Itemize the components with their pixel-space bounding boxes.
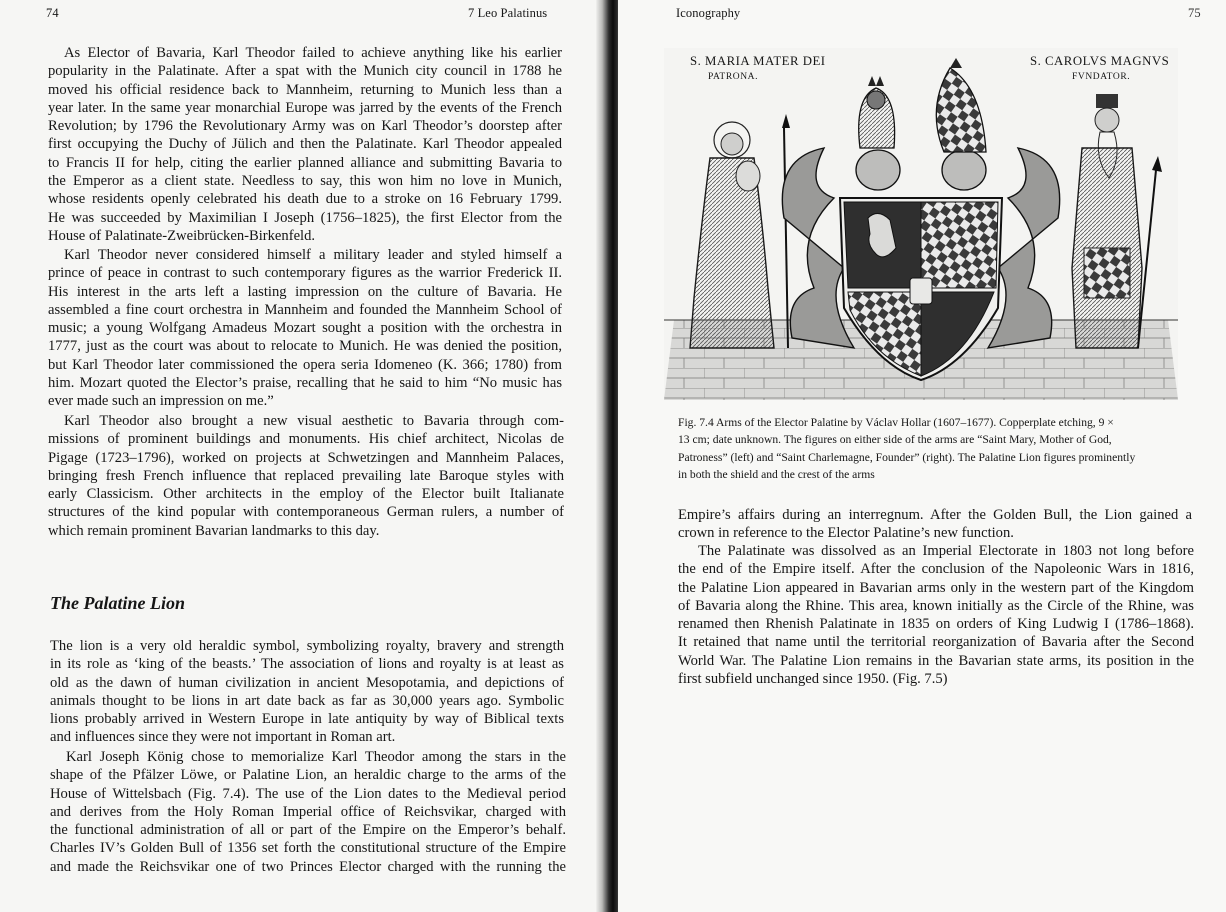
text-line: Karl Theodor also brought a new visual aesthetic to Bavaria through com- <box>64 413 564 429</box>
text-line: Empire’s affairs during an interregnum. After the Golden Bull, the Lion gained a <box>678 507 1192 523</box>
text-line: Pigage (1723–1796), worked on projects at Schwetzingen and Mannheim Palaces, <box>48 449 564 466</box>
paragraph-visual-aesthetic <box>48 412 564 540</box>
coat-of-arms-etching <box>664 48 1178 400</box>
paragraph-elector-bavaria <box>48 44 562 245</box>
page-number-right: 75 <box>1188 6 1201 20</box>
text-line: structures of the kind popular with contemporaneous German rulers, a number of <box>48 504 564 521</box>
text-line: year later. In the same year monarchial Europe was jarred by the events of the French <box>48 99 562 116</box>
label-fundator: FVNDATOR. <box>1072 72 1131 82</box>
label-patrona: PATRONA. <box>708 72 759 82</box>
text-line: of Bavaria along the Rhine. This area, known initially as the Circle of the Rhine, was <box>678 597 1194 614</box>
text-line: and made the Reichsvikar one of two Princes Elector charged with the running the <box>50 858 566 875</box>
right-page <box>618 0 1226 912</box>
label-saint-charlemagne: S. CAROLVS MAGNVS <box>1030 54 1170 68</box>
lion-crest <box>856 76 900 190</box>
label-saint-mary: S. MARIA MATER DEI <box>690 54 826 68</box>
text-line: the functional administration of all or part of the Empire on the Emperor’s behalf. <box>50 822 566 839</box>
text-line: him. Mozart quoted the Elector’s praise, recalling that he said to him “No music has <box>48 375 562 392</box>
text-line: which remain prominent Bavarian landmarks to this day. <box>48 522 380 539</box>
caption-line: 13 cm; date unknown. The figures on either side of the arms are “Saint Mary, Mother of God, <box>678 433 1112 447</box>
text-line: music; a young Wolfgang Amadeus Mozart sought a position with the orchestra in <box>48 320 562 337</box>
text-line: Karl Theodor never considered himself a military leader and styled himself a <box>64 247 562 263</box>
text-line: He was succeeded by Maximilian I Joseph (1756–1825), the first Elector from the <box>48 209 562 226</box>
text-line: Karl Joseph König chose to memorialize Karl Theodor among the stars in the <box>66 749 566 765</box>
running-head-left: 7 Leo Palatinus <box>468 6 548 20</box>
text-line: the Emperor as a client state. Needless to say, this won him no love in Munich, <box>48 173 562 190</box>
left-page <box>0 0 606 912</box>
text-line: and influences since they were not important in Roman art. <box>50 729 396 746</box>
text-line: His interest in the arts left a lasting impression on the culture of Bavaria. He <box>48 283 562 300</box>
text-line: prince of peace in contrast to such contemporary figures as the warrior Frederick II. <box>48 265 562 282</box>
text-line: World War. The Palatine Lion remains in the Bavarian state arms, its position in the <box>678 652 1194 669</box>
caption-line: Patroness” (left) and “Saint Charlemagne, Founder” (right). The Palatine Lion figures prominently <box>678 450 1136 464</box>
text-line: the Palatine Lion appeared in Bavarian arms only in the western part of the Kingdom <box>678 579 1194 596</box>
text-line: but Karl Theodor later commissioned the opera seria Idomeneo (K. 366; 1780) from <box>48 356 562 373</box>
caption-line: Fig. 7.4 Arms of the Elector Palatine by Václav Hollar (1607–1677). Copperplate etching, 9 × <box>678 416 1114 429</box>
text-line: It retained that name until the territorial reorganization of Bavaria after the Second <box>678 634 1194 651</box>
text-line: in its role as ‘king of the beasts.’ The association of lions and royalty is at least as <box>50 656 564 673</box>
text-line: The Palatinate was dissolved as an Imperial Electorate in 1803 not long before <box>698 543 1194 559</box>
paragraph-lion-symbol <box>50 637 564 747</box>
text-line: early Classicism. Other architects in the employ of the Elector built Italianate <box>48 486 564 503</box>
text-line: moved his official residence back to Mannheim, returning to Munich less than a <box>48 81 562 98</box>
saint-mary-figure <box>690 114 790 348</box>
text-line: to Francis II for help, citing the earlier planned alliance and submitting Bavaria to <box>48 154 562 171</box>
lozenge-crest <box>936 58 986 190</box>
text-line: first occupying the Duchy of Jülich and then the Palatinate. Karl Theodor appealed <box>48 136 562 153</box>
text-line: old as the dawn of human civilization in ancient Mesopotamia, and depictions of <box>50 674 564 691</box>
text-line: animals thought to be lions in art date back as far as 30,000 years ago. Symbolic <box>50 692 564 709</box>
page-number-left: 74 <box>46 6 59 20</box>
text-line: shape of the Pfälzer Löwe, or Palatine Lion, an heraldic charge to the arms of the <box>50 767 566 784</box>
running-head-right: Iconography <box>676 6 741 20</box>
text-line: The lion is a very old heraldic symbol, symbolizing royalty, bravery and strength <box>50 638 564 654</box>
text-line: House of Wittelsbach (Fig. 7.4). The use of the Lion dates to the Medieval period <box>50 785 566 802</box>
paragraph-prince-of-peace <box>48 246 562 411</box>
figure-arms-elector-palatine <box>664 48 1178 400</box>
text-line: the end of the Empire itself. After the conclusion of the Napoleonic Wars in 1816, <box>678 561 1194 578</box>
inescutcheon <box>910 278 932 304</box>
text-line: ever made such an impression on me.” <box>48 393 274 410</box>
text-line: Charles IV’s Golden Bull of 1356 set forth the constitutional structure of the Empire <box>50 840 566 857</box>
text-line: As Elector of Bavaria, Karl Theodor failed to achieve anything like his earlier <box>64 45 562 61</box>
text-line: assembled a fine court orchestra in Mannheim and founded the Mannheim School of <box>48 301 562 318</box>
paragraph-empire-affairs <box>678 506 1192 543</box>
paragraph-karl-joseph-konig <box>50 748 566 876</box>
text-line: whose residents openly celebrated his death due to a stroke on 16 February 1799. <box>48 191 562 208</box>
text-line: popularity in the Palatinate. After a spat with the Munich city council in 1788 he <box>48 63 562 80</box>
text-line: bringing fresh French influence that replaced prevailing late Baroque styles with <box>48 467 564 484</box>
saint-charlemagne-figure <box>1072 94 1162 348</box>
text-line: first subfield unchanged since 1950. (Fig. 7.5) <box>678 671 948 688</box>
figure-caption <box>678 414 1198 484</box>
section-heading: The Palatine Lion <box>50 593 185 613</box>
caption-line: in both the shield and the crest of the arms <box>678 468 875 482</box>
text-line: lions probably arrived in Western Europe in late antiquity by way of Biblical texts <box>50 711 564 728</box>
text-line: missions of prominent buildings and monuments. His chief architect, Nicolas de <box>48 431 564 448</box>
text-line: and derives from the Holy Roman Imperial office of Reichsvikar, charged with <box>50 803 566 820</box>
text-line: House of Palatinate-Zweibrücken-Birkenfeld. <box>48 227 316 244</box>
text-line: renamed then Rhenish Palatinate in 1835 on orders of King Ludwig I (1786–1868). <box>678 616 1194 633</box>
paragraph-palatinate-dissolved <box>678 542 1194 688</box>
text-line: Revolution; by 1796 the Revolutionary Army was on Karl Theodor’s doorstep after <box>48 118 562 135</box>
text-line: crown in reference to the Elector Palatine’s new function. <box>678 525 1014 542</box>
text-line: 1777, just as the court was about to relocate to Munich. He was denied the position, <box>48 338 562 355</box>
